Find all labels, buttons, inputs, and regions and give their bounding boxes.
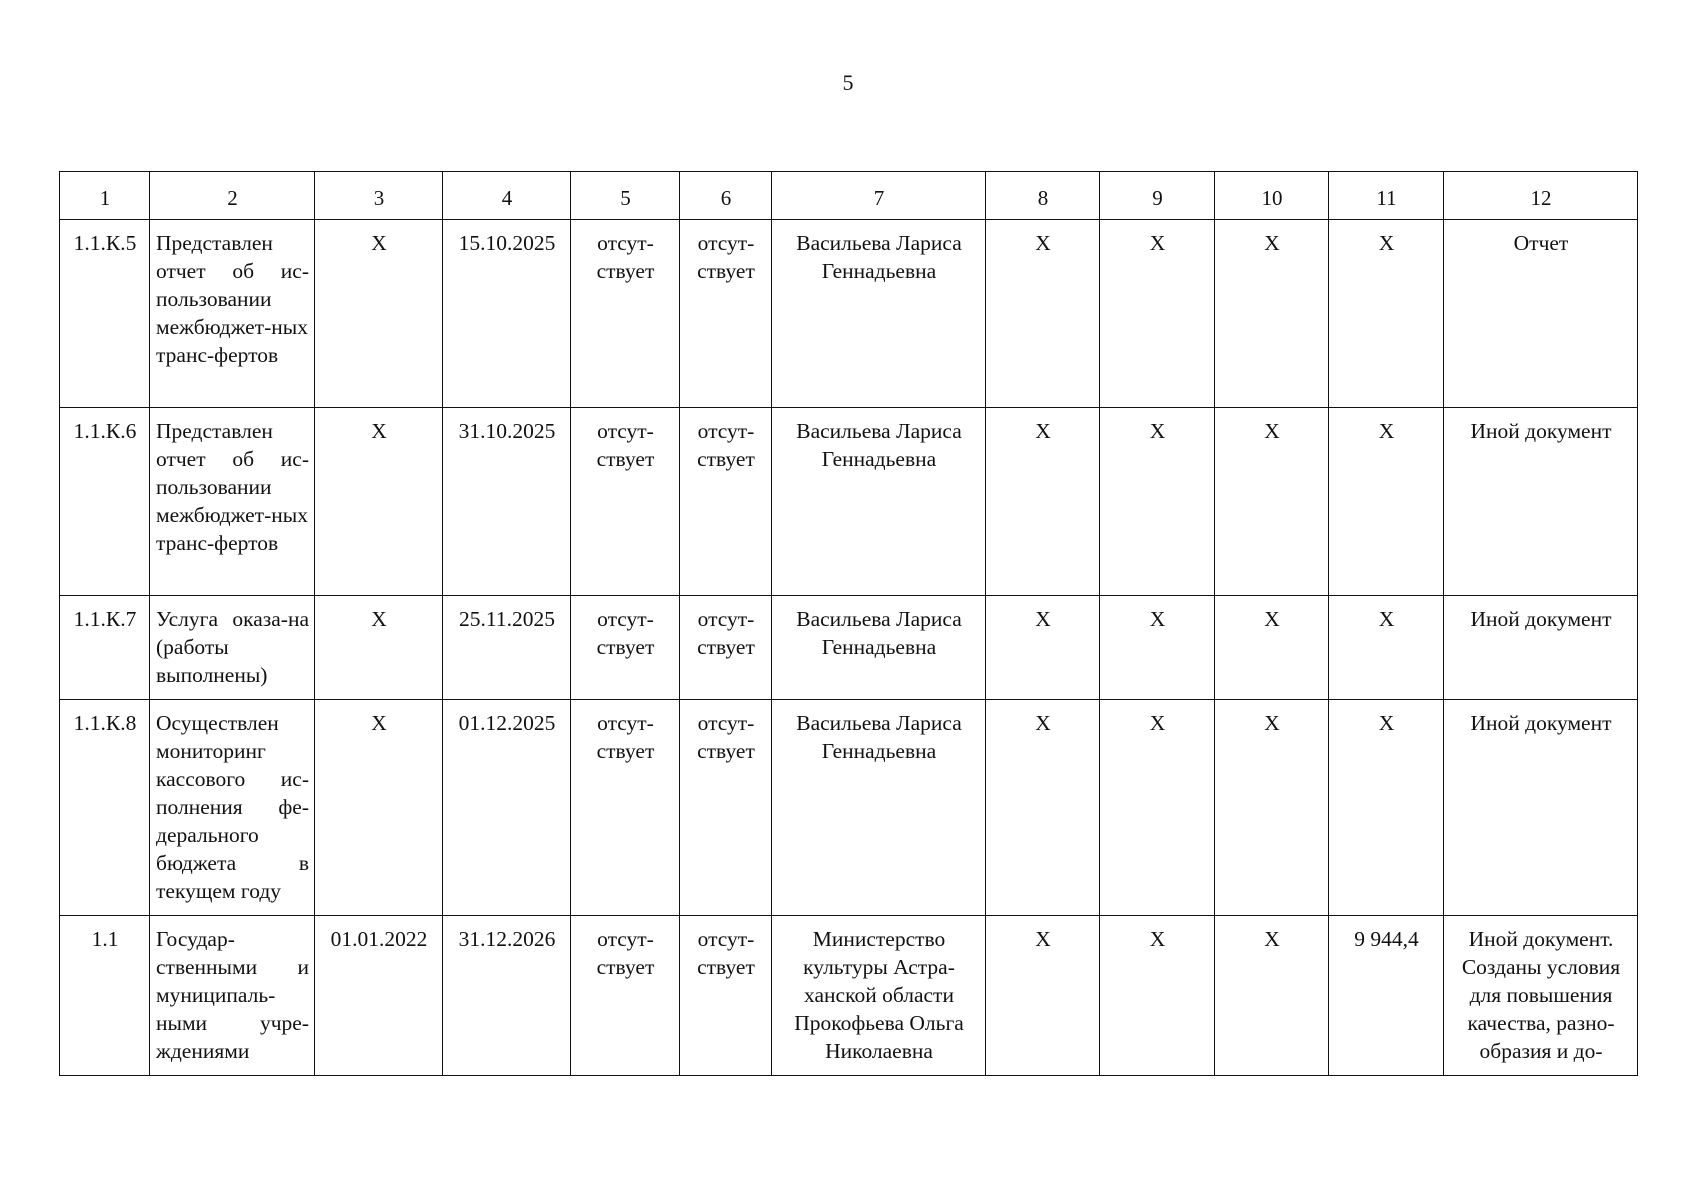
row-description-text: Представлен отчет об ис-пользовании межбюджет-ных транс-фертов (156, 231, 309, 367)
plan-table (59, 171, 1638, 1076)
row-end: 15.10.2025 (443, 220, 571, 408)
row-start: X (315, 408, 443, 596)
header-cell: 5 (571, 172, 680, 220)
row-description-text: Услуга оказа-на (работы выполнены) (156, 607, 309, 687)
row-description (150, 916, 315, 1076)
row-col11: X (1329, 596, 1444, 700)
row-description-text: Осуществлен мониторинг кассового ис-полнения фе-дерального бюджета в текущем году (156, 711, 309, 903)
header-cell: 1 (60, 172, 150, 220)
row-col9: X (1100, 916, 1215, 1076)
row-col8: X (986, 700, 1100, 916)
row-col11: X (1329, 220, 1444, 408)
table-row (60, 408, 1638, 596)
row-col5: отсут-ствует (571, 408, 680, 596)
row-col6: отсут-ствует (680, 220, 772, 408)
row-col6: отсут-ствует (680, 916, 772, 1076)
row-start: X (315, 220, 443, 408)
row-col5: отсут-ствует (571, 916, 680, 1076)
header-cell: 2 (150, 172, 315, 220)
row-col9: X (1100, 596, 1215, 700)
row-document: Иной документ (1444, 700, 1638, 916)
row-col8: X (986, 596, 1100, 700)
row-description (150, 700, 315, 916)
row-responsible: Васильева Лариса Геннадьевна (772, 596, 986, 700)
row-col10: X (1215, 700, 1329, 916)
row-col10: X (1215, 596, 1329, 700)
table-row (60, 700, 1638, 916)
row-responsible: Васильева Лариса Геннадьевна (772, 408, 986, 596)
row-document: Иной документ (1444, 596, 1638, 700)
row-col10: X (1215, 408, 1329, 596)
table-row (60, 220, 1638, 408)
row-responsible: Васильева Лариса Геннадьевна (772, 220, 986, 408)
row-col5: отсут-ствует (571, 596, 680, 700)
row-start: X (315, 700, 443, 916)
header-cell: 7 (772, 172, 986, 220)
row-col11: X (1329, 700, 1444, 916)
row-description (150, 596, 315, 700)
row-code: 1.1.К.8 (60, 700, 150, 916)
row-col11: X (1329, 408, 1444, 596)
row-col6: отсут-ствует (680, 596, 772, 700)
row-description (150, 408, 315, 596)
row-col9: X (1100, 700, 1215, 916)
row-code: 1.1.К.7 (60, 596, 150, 700)
row-col10: X (1215, 916, 1329, 1076)
page-number: 5 (842, 70, 854, 95)
table-row (60, 916, 1638, 1076)
row-description-text: Государ-ственными и муниципаль-ными учре-ждениями (156, 927, 309, 1063)
header-cell: 11 (1329, 172, 1444, 220)
header-cell: 8 (986, 172, 1100, 220)
row-col10: X (1215, 220, 1329, 408)
row-document: Отчет (1444, 220, 1638, 408)
row-code: 1.1 (60, 916, 150, 1076)
row-document: Иной документ. Созданы условия для повышения качества, разно-образия и до- (1444, 916, 1638, 1076)
row-end: 31.12.2026 (443, 916, 571, 1076)
row-responsible: Министерство культуры Астра-ханской области Прокофьева Ольга Николаевна (772, 916, 986, 1076)
row-end: 01.12.2025 (443, 700, 571, 916)
row-description-text: Представлен отчет об ис-пользовании межбюджет-ных транс-фертов (156, 419, 309, 555)
row-description (150, 220, 315, 408)
row-end: 25.11.2025 (443, 596, 571, 700)
table-row (60, 596, 1638, 700)
row-col6: отсут-ствует (680, 700, 772, 916)
row-start: X (315, 596, 443, 700)
row-document: Иной документ (1444, 408, 1638, 596)
header-cell: 12 (1444, 172, 1638, 220)
row-col8: X (986, 408, 1100, 596)
row-col8: X (986, 916, 1100, 1076)
row-end: 31.10.2025 (443, 408, 571, 596)
row-code: 1.1.К.6 (60, 408, 150, 596)
row-col8: X (986, 220, 1100, 408)
header-cell: 9 (1100, 172, 1215, 220)
row-col5: отсут-ствует (571, 700, 680, 916)
row-code: 1.1.К.5 (60, 220, 150, 408)
header-cell: 4 (443, 172, 571, 220)
header-cell: 3 (315, 172, 443, 220)
row-col11: 9 944,4 (1329, 916, 1444, 1076)
row-responsible: Васильева Лариса Геннадьевна (772, 700, 986, 916)
header-cell: 10 (1215, 172, 1329, 220)
row-col9: X (1100, 408, 1215, 596)
row-start: 01.01.2022 (315, 916, 443, 1076)
row-col6: отсут-ствует (680, 408, 772, 596)
row-col5: отсут-ствует (571, 220, 680, 408)
header-cell: 6 (680, 172, 772, 220)
row-col9: X (1100, 220, 1215, 408)
table-header-row (60, 172, 1638, 220)
